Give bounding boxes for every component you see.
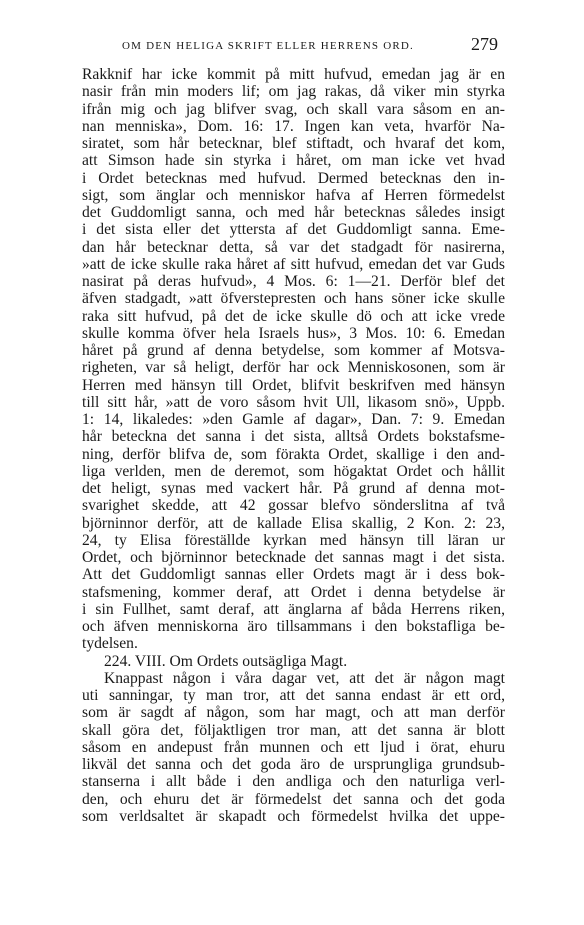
body-text — [82, 66, 505, 825]
text-line: stafsmening, kommer deraf, att Ordet i denna betydelse är — [82, 583, 505, 601]
text-line: Att det Guddomligt sannas eller Ordets magt är i dess bok- — [82, 566, 505, 584]
text-line: stanserna i allt både i den andliga och den naturliga verl- — [82, 773, 505, 791]
text-line: såsom en andepust från munnen och ett ljud i örat, ehuru — [82, 738, 505, 756]
text-line: uti sanningar, ty man tror, att det sanna endast är ett ord, — [82, 687, 505, 704]
text-line: tydelsen. — [82, 635, 138, 653]
running-head: OM DEN HELIGA SKRIFT ELLER HERRENS ORD. — [122, 40, 414, 52]
text-line: righeten, var så heligt, derför har ock Menniskosonen, som är — [82, 359, 505, 377]
page-number: 279 — [471, 34, 498, 54]
text-line: äfven stadgadt, »att öfverstepresten och hans söner icke skulle — [82, 290, 505, 308]
text-line: och äfven menniskorna äro tillsammans i den bokstafliga be- — [82, 618, 505, 635]
text-line: i sin Fullhet, samt deraf, att änglarna af båda Herrens riken, — [82, 600, 505, 618]
text-line: som är sagdt af någon, som har magt, och att man derför — [82, 704, 505, 722]
text-line: att Simson hade sin styrka i håret, om man icke vet hvad — [82, 152, 505, 170]
text-line: nasirat på deras hufvud», 4 Mos. 6: 1—21. Derför blef det — [82, 273, 505, 290]
page-header — [92, 34, 498, 54]
text-line: hår beteckna det sanna i det sista, alltså Ordets bokstafsme- — [82, 428, 505, 446]
text-line: nan menniska», Dom. 16: 17. Ingen kan veta, hvarför Na- — [82, 117, 505, 135]
text-line: siratet, som hår betecknar, blef stiftadt, och hvaraf det kom, — [82, 135, 505, 152]
text-line: det Guddomligt sanna, och med hår betecknas således insigt — [82, 204, 505, 221]
text-line: den, och ehuru det är förmedelst det sanna och det goda — [82, 790, 505, 808]
text-line: 24, ty Elisa föreställde kyrkan med hänsyn till läran ur — [82, 531, 505, 549]
text-line: som verldsaltet är skapadt och förmedelst hvilka det uppe- — [82, 807, 505, 825]
text-line: håret på grund af denna betydelse, som kommer af Motsva- — [82, 342, 505, 359]
text-line: det heligt, synas med vackert hår. På grund af denna mot- — [82, 480, 505, 497]
text-line: Ordet, och björninnor betecknade det sannas magt i det sista. — [82, 549, 505, 566]
text-line: Rakknif har icke kommit på mitt hufvud, emedan jag är en — [82, 66, 505, 83]
text-line: skall göra det, följaktligen tror man, att det sanna är blott — [82, 721, 505, 739]
text-line: till sitt hår, »att de voro såsom hvit Ull, likasom snö», Uppb. — [82, 393, 505, 411]
text-line: dan hår betecknar detta, så var det stadgadt för nasirerna, — [82, 238, 505, 256]
text-line: raka sitt hufvud, på det de icke skulle dö och att icke vrede — [82, 307, 505, 325]
text-line: i det sista eller det yttersta af det Guddomligt sanna. Eme- — [82, 221, 505, 239]
text-line: 1: 14, likaledes: »den Gamle af dagar», Dan. 7: 9. Emedan — [82, 411, 505, 428]
text-line: i Ordet betecknas med hufvud. Dermed betecknas den in- — [82, 169, 505, 187]
text-line: »att de icke skulle raka håret af sitt hufvud, emedan det var Guds — [82, 255, 505, 273]
text-line: nasir från min moders lif; om jag rakas, då viker min styrka — [82, 83, 505, 101]
text-line: skulle komma öfver hela Israels hus», 3 Mos. 10: 6. Emedan — [82, 324, 505, 342]
text-line: björninnor derför, att de kallade Elisa skallig, 2 Kon. 2: 23, — [82, 514, 505, 532]
text-line: ifrån mig och jag blifver svag, och skall vara såsom en an- — [82, 100, 505, 118]
text-line: ning, derför blifva de, som förakta Ordet, skallige i den and- — [82, 445, 505, 463]
text-line: Knappast någon i våra dagar vet, att det är någon magt — [104, 669, 505, 687]
text-line: likväl det sanna och det goda äro de ursprungliga grundsub- — [82, 756, 505, 773]
text-line: sigt, som änglar och menniskor hafva af Herren förmedelst — [82, 186, 505, 204]
text-line: Herren med hänsyn till Ordet, blifvit beskrifven med hänsyn — [82, 376, 505, 394]
text-line: svarighet skedde, att 42 gossar blefvo sönderslitna af två — [82, 497, 505, 515]
text-line: liga verlden, men de deremot, som högaktat Ordet och hållit — [82, 462, 505, 480]
section-heading: 224. VIII. Om Ordets outsägliga Magt. — [104, 652, 348, 670]
